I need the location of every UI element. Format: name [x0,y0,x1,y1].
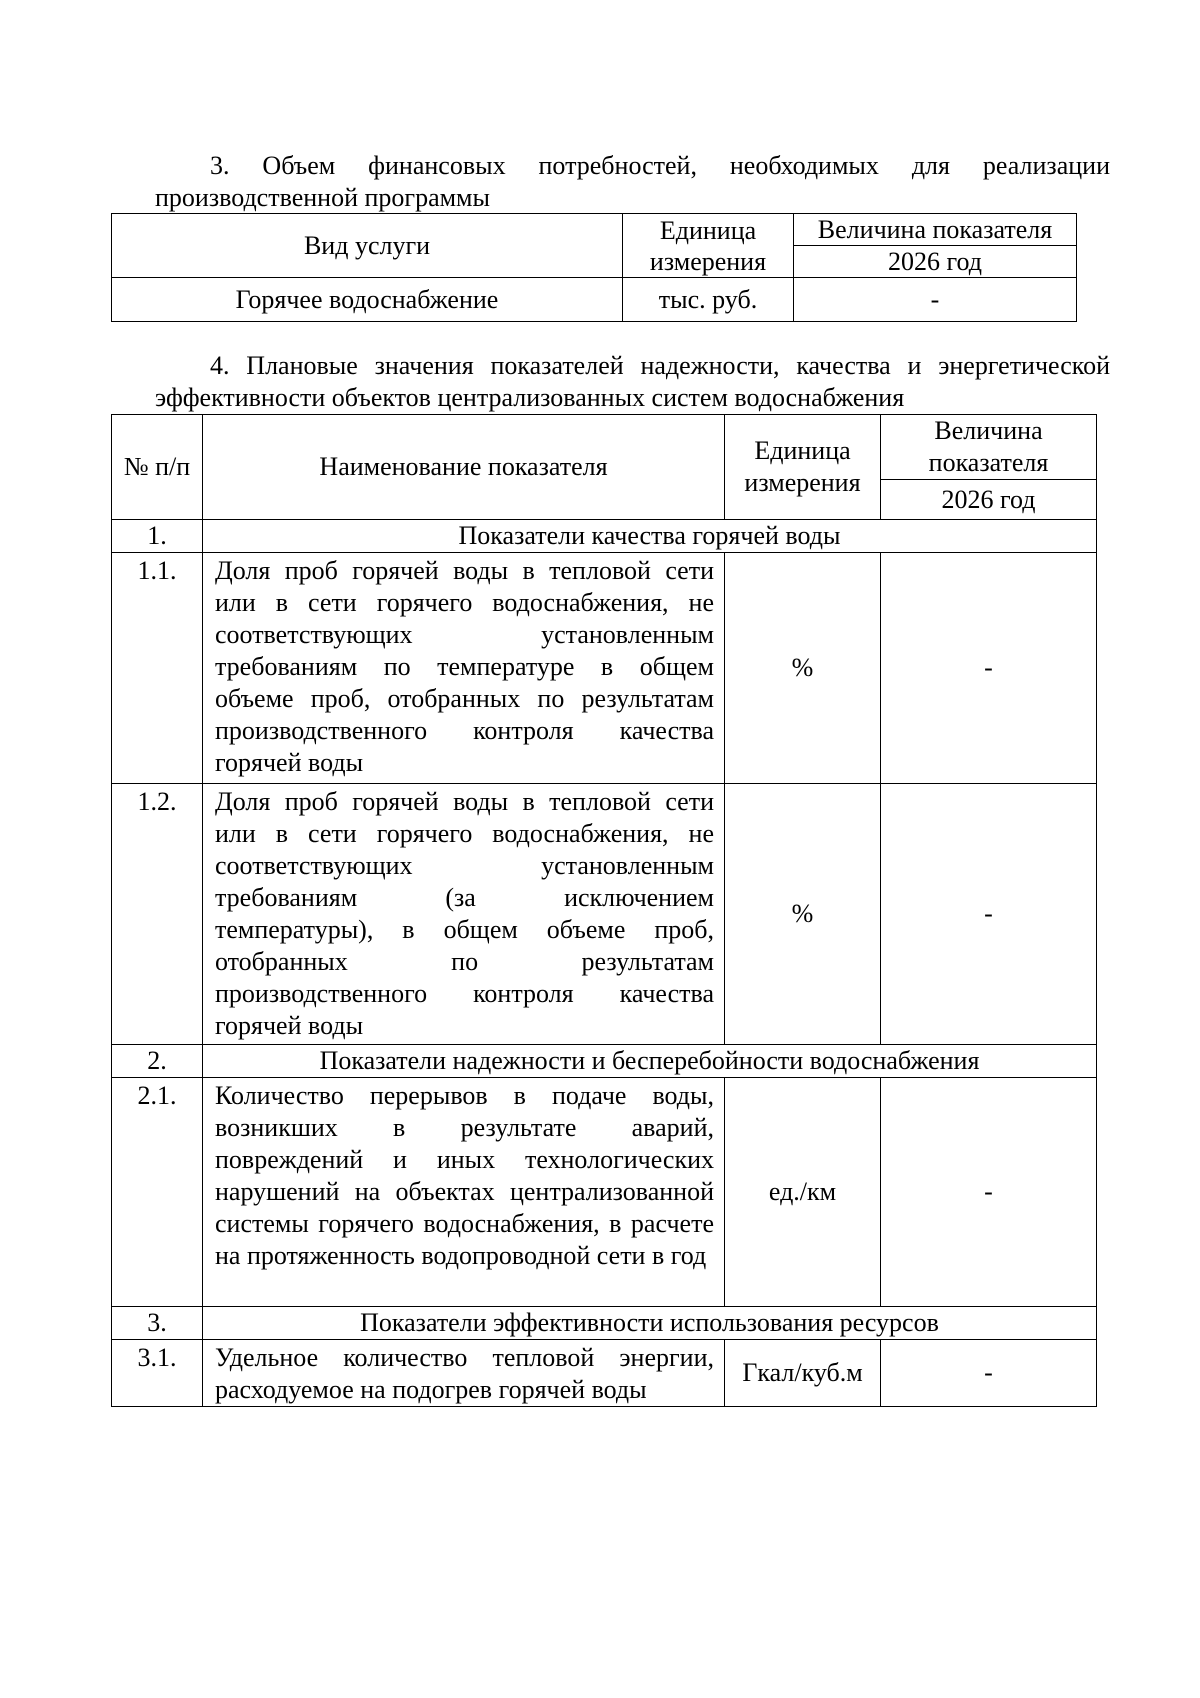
cell-unit: тыс. руб. [623,278,794,322]
financial-needs-table [111,213,1077,322]
item-unit: Гкал/куб.м [725,1340,881,1407]
header-name: Наименование показателя [203,415,725,520]
section-row [112,1307,1097,1340]
item-name: Доля проб горячей воды в тепловой сети или в сети горячего водоснабжения, не соответствующих установленным требованиям по температуре в общем объеме проб, отобранных по результатам производственного контроля качества горячей воды [203,553,725,784]
cell-value: - [794,278,1077,322]
section4-heading-line2: эффективности объектов централизованных систем водоснабжения [155,383,905,412]
header-value: Величина показателя [881,415,1097,480]
section-row [112,520,1097,553]
section3-heading-line2: производственной программы [155,183,490,212]
group-title: Показатели надежности и бесперебойности водоснабжения [203,1045,1097,1078]
item-name: Удельное количество тепловой энергии, расходуемое на подогрев горячей воды [203,1340,725,1407]
header-year: 2026 год [794,246,1077,278]
header-service: Вид услуги [112,214,623,278]
cell-service: Горячее водоснабжение [112,278,623,322]
header-unit: Единица измерения [623,214,794,278]
item-value: - [881,1340,1097,1407]
item-value: - [881,1078,1097,1307]
item-num: 2.1. [112,1078,203,1307]
table-row [112,278,1077,322]
table-row [112,553,1097,784]
item-value: - [881,784,1097,1045]
section-row [112,1045,1097,1078]
item-num: 3.1. [112,1340,203,1407]
section3-heading [155,150,1110,214]
item-unit: % [725,784,881,1045]
group-num: 2. [112,1045,203,1078]
header-unit: Единица измерения [725,415,881,520]
header-num: № п/п [112,415,203,520]
group-title: Показатели эффективности использования ресурсов [203,1307,1097,1340]
section3-heading-line1: 3. Объем финансовых потребностей, необходимых для реализации [210,151,1110,180]
header-value: Величина показателя [794,214,1077,246]
item-unit: ед./км [725,1078,881,1307]
table-row [112,1078,1097,1307]
section4-heading-line1: 4. Плановые значения показателей надежности, качества и энергетической [210,351,1110,380]
group-num: 1. [112,520,203,553]
group-title: Показатели качества горячей воды [203,520,1097,553]
item-num: 1.1. [112,553,203,784]
indicators-table [111,414,1097,1407]
table-row [112,1340,1097,1407]
table-row [112,784,1097,1045]
item-name: Количество перерывов в подаче воды, возникших в результате аварий, повреждений и иных технологических нарушений на объектах централизованной системы горячего водоснабжения, в расчете на протяженность водопроводной сети в год [203,1078,725,1307]
item-num: 1.2. [112,784,203,1045]
group-num: 3. [112,1307,203,1340]
item-unit: % [725,553,881,784]
item-value: - [881,553,1097,784]
item-name: Доля проб горячей воды в тепловой сети или в сети горячего водоснабжения, не соответствующих установленным требованиям (за исключением температуры), в общем объеме проб, отобранных по результатам производственного контроля качества горячей воды [203,784,725,1045]
header-year: 2026 год [881,480,1097,520]
section4-heading [155,350,1110,414]
